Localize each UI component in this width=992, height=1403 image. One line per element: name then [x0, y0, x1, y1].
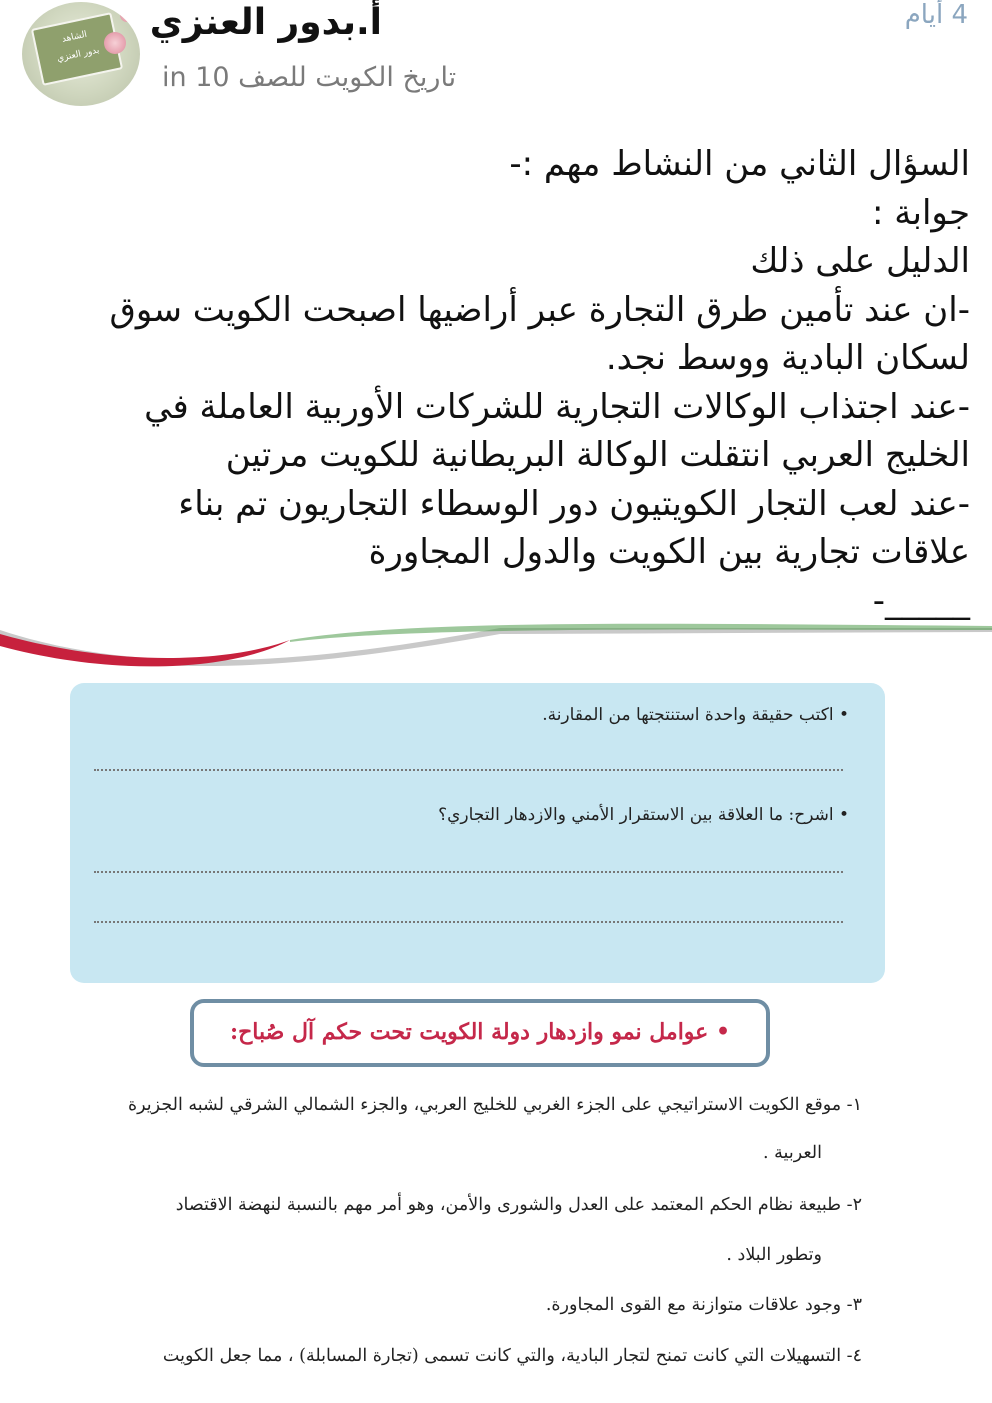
activity-question-box: [70, 683, 885, 983]
factor-line: ٣- وجود علاقات متوازنة مع القوى المجاورة.: [545, 1295, 862, 1315]
post-line: علاقات تجارية بين الكويت والدول المجاورة: [368, 532, 970, 572]
author-avatar[interactable]: [22, 2, 140, 106]
post-line: -عند لعب التجار الكويتيون دور الوسطاء التجاريون تم بناء: [178, 483, 970, 524]
factor-line: ١- موقع الكويت الاستراتيجي على الجزء الغربي للخليج العربي، والجزء الشمالي الشرقي لشبه الجزيرة: [127, 1095, 862, 1115]
flower-decoration-icon: [104, 32, 126, 54]
post-line: -عند اجتذاب الوكالات التجارية للشركات الأوربية العاملة في: [144, 386, 970, 427]
post-line: السؤال الثاني من النشاط مهم :-: [509, 144, 970, 184]
factors-heading-box: [190, 999, 770, 1067]
answer-line: [94, 871, 843, 873]
post-timestamp[interactable]: 4 أيام: [904, 0, 968, 30]
avatar-text-1: الشاهد: [60, 29, 89, 45]
factor-line: وتطور البلاد .: [726, 1245, 822, 1265]
factors-heading: • عوامل نمو وازدهار دولة الكويت تحت حكم آل صُباح:: [229, 1019, 731, 1045]
avatar-text-2: بدور العنزي: [56, 45, 101, 65]
question-2: • اشرح: ما العلاقة بين الاستقرار الأمني والازدهار التجاري؟: [438, 805, 849, 825]
post-line: -ان عند تأمين طرق التجارة عبر أراضيها اصبحت الكويت سوق: [109, 289, 970, 330]
factor-line: العربية .: [763, 1143, 822, 1163]
post-line: الدليل على ذلك: [750, 241, 970, 281]
post-line: جوابة :: [872, 192, 970, 233]
flower-decoration-icon: [120, 8, 134, 22]
post-body: [20, 140, 970, 625]
answer-line: [94, 769, 843, 771]
author-name[interactable]: أ.بدور العنزي: [149, 2, 382, 43]
question-1: • اكتب حقيقة واحدة استنتجتها من المقارنة.: [542, 705, 849, 725]
group-name-link[interactable]: تاريخ الكويت للصف 10: [195, 62, 457, 93]
page-header-swoosh: [0, 620, 992, 680]
factor-line: ٢- طبيعة نظام الحكم المعتمد على العدل والشورى والأمن، وهو أمر مهم بالنسبة لنهضة الاقتصاد: [175, 1195, 862, 1215]
answer-line: [94, 921, 843, 923]
post-line: الخليج العربي انتقلت الوكالة البريطانية للكويت مرتين: [225, 435, 970, 475]
post-line: لسكان البادية ووسط نجد.: [605, 338, 970, 378]
group-prefix: in: [162, 62, 187, 93]
group-line: [162, 62, 456, 93]
factor-line: ٤- التسهيلات التي كانت تمنح لتجار البادية، والتي كانت تسمى (تجارة المسابلة) ، مما جعل الكويت: [162, 1346, 862, 1366]
post-line: _____-: [872, 580, 970, 621]
